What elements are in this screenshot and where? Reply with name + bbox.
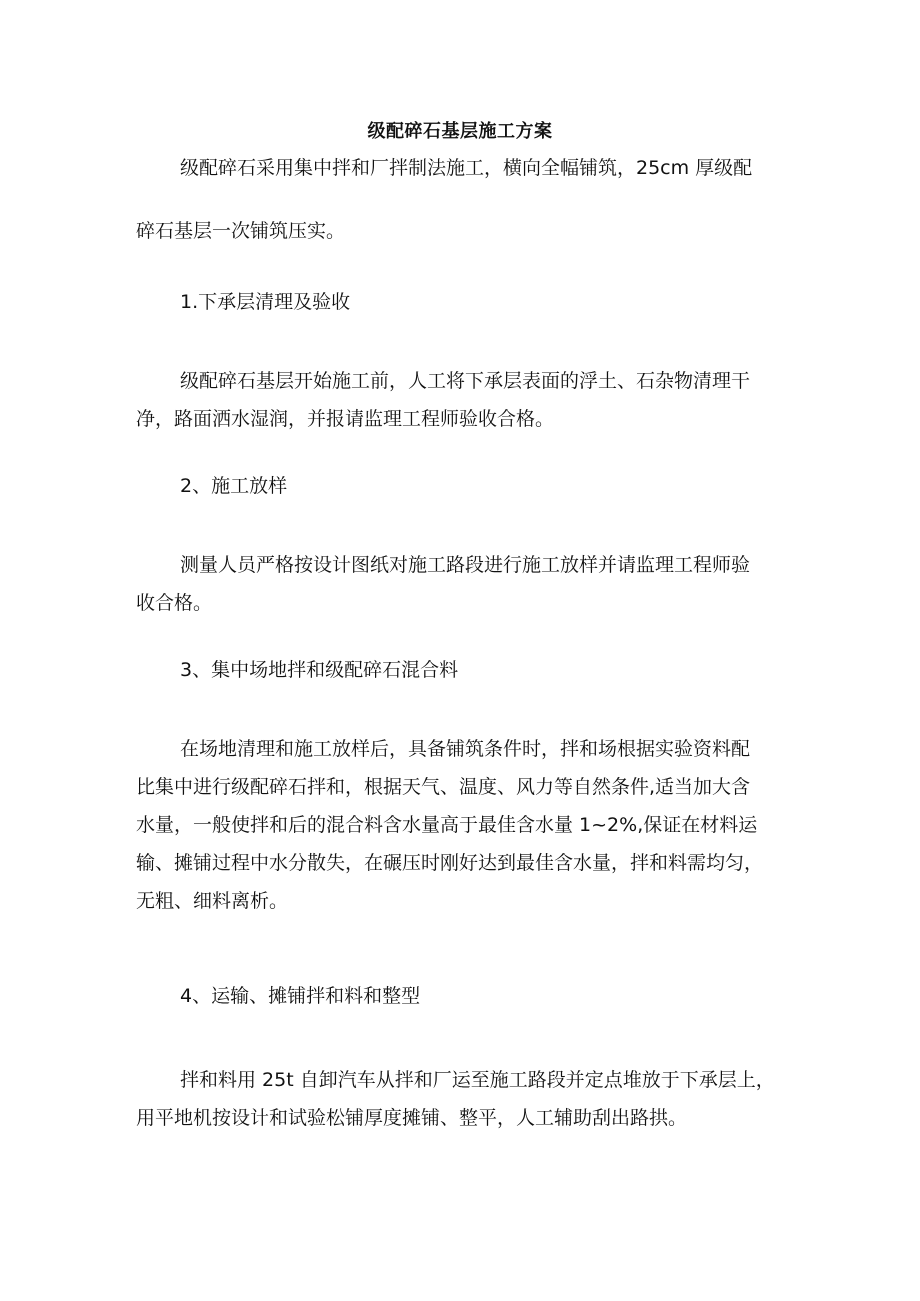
intro-line-1: 级配碎石采用集中拌和厂拌制法施工，横向全幅铺筑，25cm 厚级配	[180, 157, 753, 179]
section1-line-2: 净，路面洒水湿润，并报请监理工程师验收合格。	[136, 408, 555, 430]
section3-line-1: 在场地清理和施工放样后，具备铺筑条件时，拌和场根据实验资料配	[180, 738, 751, 760]
section3-line-2: 比集中进行级配碎石拌和，根据天气、温度、风力等自然条件,适当加大含	[136, 776, 751, 798]
section4-heading	[136, 977, 796, 1015]
intro-line-2: 碎石基层一次铺筑压实。	[136, 220, 346, 242]
section2-body	[136, 546, 796, 622]
section4-line-1: 拌和料用 25t 自卸汽车从拌和厂运至施工路段并定点堆放于下承层上，	[180, 1069, 775, 1091]
section1-heading-text: 1.下承层清理及验收	[180, 291, 351, 313]
section4-heading-text: 4、运输、摊铺拌和料和整型	[180, 985, 421, 1007]
section4-body	[136, 1061, 796, 1137]
section3-heading-text: 3、集中场地拌和级配碎石混合料	[180, 659, 459, 681]
section3-heading	[136, 651, 796, 689]
section3-line-5: 无粗、细料离析。	[136, 890, 289, 912]
section4-line-2: 用平地机按设计和试验松铺厚度摊铺、整平，人工辅助刮出路拱。	[136, 1107, 688, 1129]
section3-line-3: 水量，一般使拌和后的混合料含水量高于最佳含水量 1~2%,保证在材料运	[136, 814, 758, 836]
section3-line-4: 输、摊铺过程中水分散失，在碾压时刚好达到最佳含水量，拌和料需均匀，	[136, 852, 764, 874]
section1-line-1: 级配碎石基层开始施工前，人工将下承层表面的浮土、石杂物清理干	[180, 370, 751, 392]
section2-heading-text: 2、施工放样	[180, 475, 288, 497]
section2-line-2: 收合格。	[136, 592, 213, 614]
intro-paragraph-cont	[136, 212, 796, 250]
section1-heading	[136, 283, 796, 321]
section2-line-1: 测量人员严格按设计图纸对施工路段进行施工放样并请监理工程师验	[180, 554, 751, 576]
intro-paragraph	[136, 149, 796, 187]
section3-body	[136, 730, 796, 920]
section2-heading	[136, 467, 796, 505]
section1-body	[136, 362, 796, 438]
document-title: 级配碎石基层施工方案	[367, 121, 553, 142]
